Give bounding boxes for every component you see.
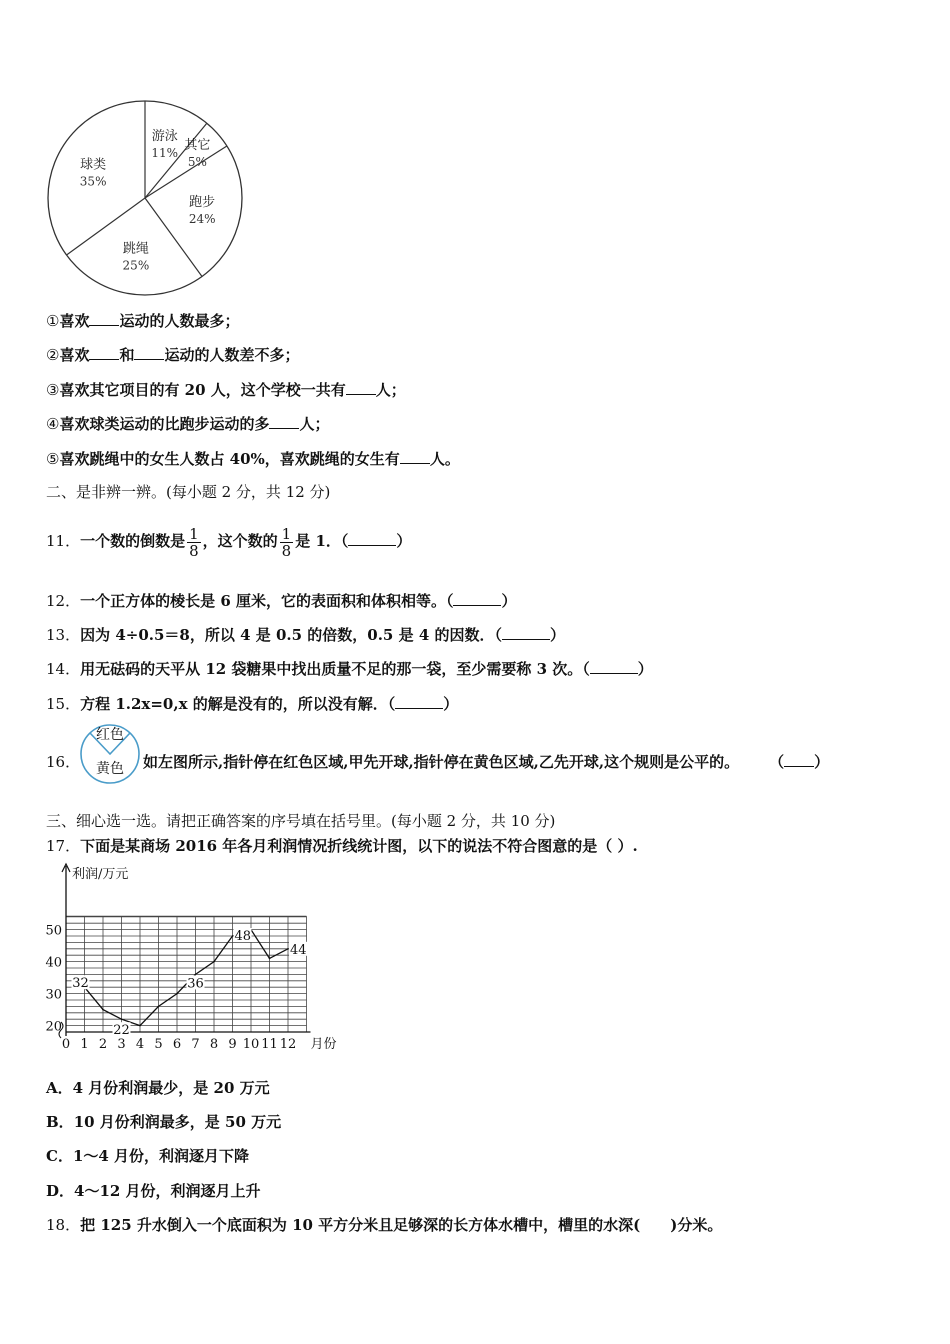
data-point-6 [176, 993, 178, 995]
point-label-1: 32 [72, 976, 89, 992]
option-b[interactable]: B．10 月份利润最多，是 50 万元 [46, 1113, 282, 1131]
data-point-7 [195, 974, 197, 976]
spinner-diagram [76, 723, 146, 785]
fraction-one-eighth-2: $\frac{1}{8}$ [281, 524, 292, 560]
option-c[interactable]: C．1～4 月份，利润逐月下降 [46, 1147, 250, 1165]
data-point-11 [269, 958, 271, 960]
pie-label-1: 其它 [184, 137, 211, 153]
point-label-9: 48 [234, 929, 252, 944]
data-point-4 [139, 1025, 141, 1027]
question-16: 如左图所示,指针停在红色区域,甲先开球,指针停在黄色区域,乙先开球,这个规则是公平的。 （ ） [143, 753, 830, 771]
pie-pct-3: 25% [122, 258, 150, 273]
point-label-3: 22 [113, 1023, 130, 1039]
pie-label-2: 跑步 [189, 194, 216, 210]
option-d[interactable]: D．4～12 月份，利润逐月上升 [46, 1182, 261, 1200]
x-tick-0: 0 [61, 1037, 71, 1050]
point-label-7: 36 [187, 976, 204, 992]
option-a[interactable]: A．4 月份利润最少，是 20 万元 [46, 1079, 270, 1097]
sub-question-2: ②喜欢 和 运动的人数差不多； [46, 346, 300, 364]
y-tick-40: 40 [45, 955, 62, 971]
x-tick-2: 2 [98, 1037, 108, 1050]
question-18: 18．把 125 升水倒入一个底面积为 10 平方分米且足够深的长方体水槽中，槽里的水深( )分米。 [46, 1216, 723, 1234]
pie-pct-2: 24% [188, 211, 216, 226]
spinner-red-label: 红色 [96, 727, 124, 743]
question-17: 17．下面是某商场 2016 年各月利润情况折线统计图，以下的说法不符合图意的是（ ）. [46, 837, 638, 855]
sub-question-3: ③喜欢其它项目的有 20 人，这个学校一共有 人； [46, 381, 406, 399]
x-tick-1: 1 [80, 1037, 89, 1050]
data-point-2 [102, 1009, 104, 1011]
pie-chart [40, 95, 250, 305]
question-13: 13．因为 4÷0.5＝8，所以 4 是 0.5 的倍数，0.5 是 4 的因数．（ ） [46, 626, 565, 644]
x-tick-9: 9 [228, 1037, 237, 1050]
section-2-title: 二、是非辨一辨。(每小题 2 分，共 12 分) [46, 483, 331, 501]
data-point-9 [232, 935, 234, 937]
x-axis-label: 月份 [310, 1037, 337, 1050]
pie-pct-0: 11% [151, 146, 179, 161]
question-16-number: 16． [46, 753, 81, 771]
x-tick-12: 12 [279, 1037, 297, 1050]
x-tick-6: 6 [172, 1037, 182, 1050]
x-tick-3: 3 [117, 1037, 126, 1050]
fraction-one-eighth: $\frac{1}{8}$ [189, 524, 199, 560]
x-tick-10: 10 [242, 1037, 260, 1050]
question-15: 15．方程 1.2x=0,x 的解是没有的，所以没有解．（ ） [46, 695, 459, 713]
pie-pct-4: 35% [79, 174, 107, 189]
y-tick-20: 20 [45, 1019, 62, 1035]
data-point-8 [213, 961, 215, 963]
pie-label-3: 跳绳 [122, 241, 149, 257]
sub-question-5: ⑤喜欢跳绳中的女生人数占 40%，喜欢跳绳的女生有 人。 [46, 450, 460, 468]
sub-question-1: ①喜欢 运动的人数最多； [46, 312, 240, 330]
data-point-5 [158, 1006, 160, 1008]
x-tick-8: 8 [209, 1037, 219, 1050]
y-tick-50: 50 [45, 923, 62, 939]
point-label-12: 44 [290, 942, 307, 958]
x-tick-7: 7 [191, 1037, 200, 1050]
x-tick-11: 11 [261, 1037, 278, 1050]
question-14: 14．用无砝码的天平从 12 袋糖果中找出质量不足的那一袋，至少需要称 3 次。（ ） [46, 660, 653, 678]
y-tick-30: 30 [45, 987, 62, 1003]
spinner-yellow-label: 黄色 [96, 761, 124, 777]
pie-label-4: 球类 [80, 157, 107, 173]
question-12: 12．一个正方体的棱长是 6 厘米，它的表面积和体积相等。（ ） [46, 592, 517, 610]
sub-question-4: ④喜欢球类运动的比跑步运动的多 人； [46, 415, 330, 433]
y-axis-label: 利润/万元 [72, 867, 129, 882]
pie-label-0: 游泳 [151, 129, 178, 145]
x-tick-5: 5 [154, 1037, 163, 1050]
data-point-12 [287, 948, 289, 950]
data-point-3 [121, 1018, 123, 1020]
profit-line-chart [40, 860, 350, 1050]
question-11: 11．一个数的倒数是 $\frac{1}{8}$ ，这个数的 $\frac{1}{8}$ 是 1．（ ） [46, 524, 412, 560]
x-tick-4: 4 [135, 1037, 145, 1050]
pie-pct-1: 5% [187, 154, 207, 169]
section-3-title: 三、细心选一选。请把正确答案的序号填在括号里。(每小题 2 分，共 10 分) [46, 812, 556, 830]
